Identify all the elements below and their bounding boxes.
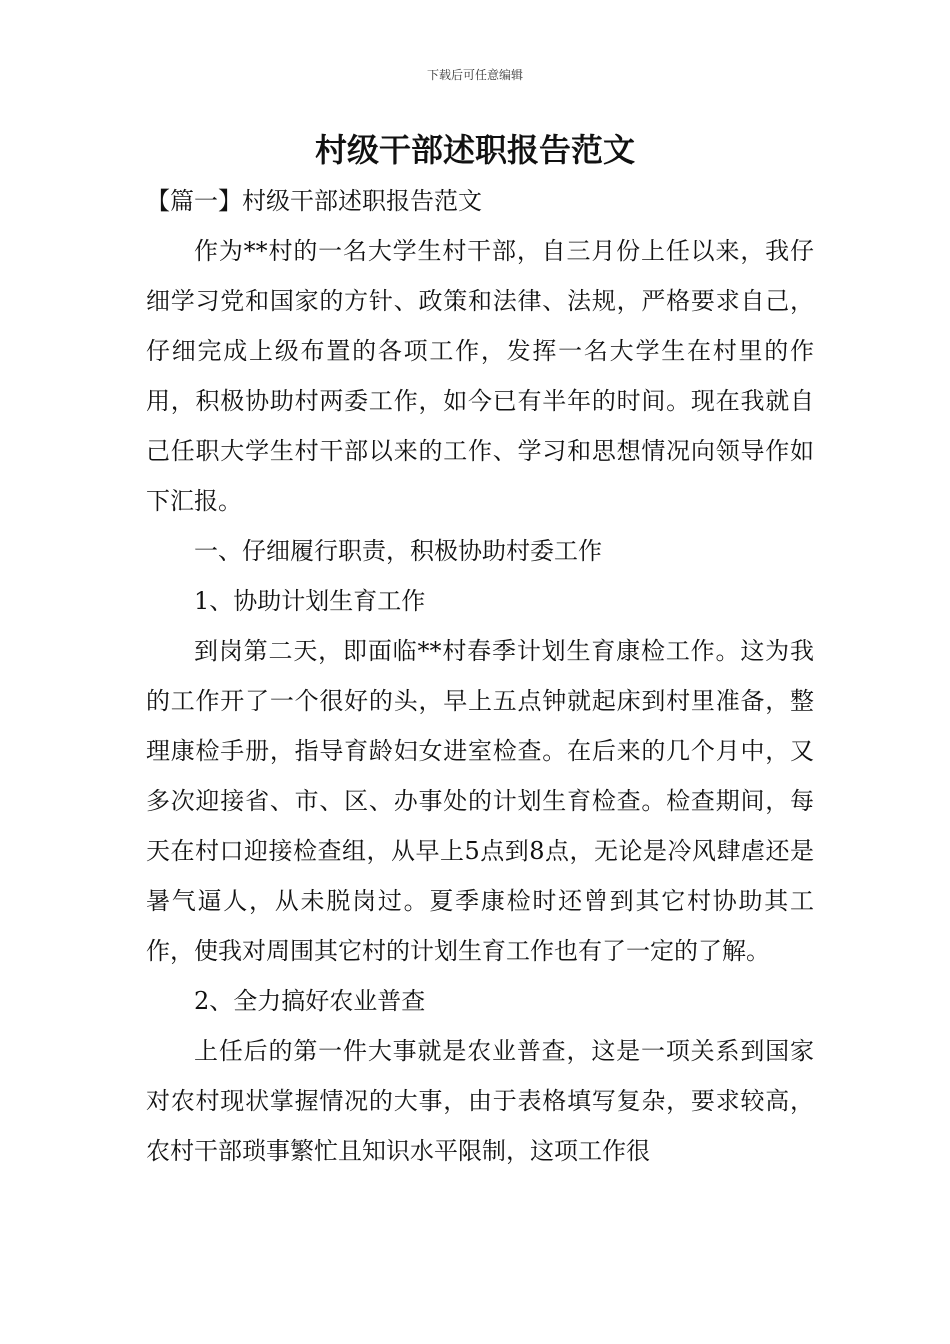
- document-body: [146, 176, 814, 1176]
- paragraph-family-planning: 到岗第二天，即面临**村春季计划生育康检工作。这为我的工作开了一个很好的头，早上五点钟就起床到村里准备，整理康检手册，指导育龄妇女进室检查。在后来的几个月中，又多次迎接省、市、区、办事处的计划生育检查。检查期间，每天在村口迎接检查组，从早上5点到8点，无论是冷风肆虐还是暑气逼人，从未脱岗过。夏季康检时还曾到其它村协助其工作，使我对周围其它村的计划生育工作也有了一定的了解。: [146, 637, 814, 965]
- heading-part-one: 一、仔细履行职责，积极协助村委工作: [194, 537, 602, 565]
- paragraph-intro: 作为**村的一名大学生村干部，自三月份上任以来，我仔细学习党和国家的方针、政策和法律、法规，严格要求自己，仔细完成上级布置的各项工作，发挥一名大学生在村里的作用，积极协助村两委工作，如今已有半年的时间。现在我就自己任职大学生村干部以来的工作、学习和思想情况向领导作如下汇报。: [146, 237, 814, 515]
- header-note: 下载后可任意编辑: [426, 68, 523, 82]
- paragraph-agricultural-census: 上任后的第一件大事就是农业普查，这是一项关系到国家对农村现状掌握情况的大事，由于表格填写复杂，要求较高，农村干部琐事繁忙且知识水平限制，这项工作很: [146, 1037, 814, 1165]
- section-heading: 【篇一】村级干部述职报告范文: [146, 187, 482, 215]
- document-title: 村级干部述职报告范文: [314, 131, 635, 169]
- subheading-family-planning: 1、协助计划生育工作: [194, 587, 426, 615]
- subheading-agricultural-census: 2、全力搞好农业普查: [194, 987, 426, 1015]
